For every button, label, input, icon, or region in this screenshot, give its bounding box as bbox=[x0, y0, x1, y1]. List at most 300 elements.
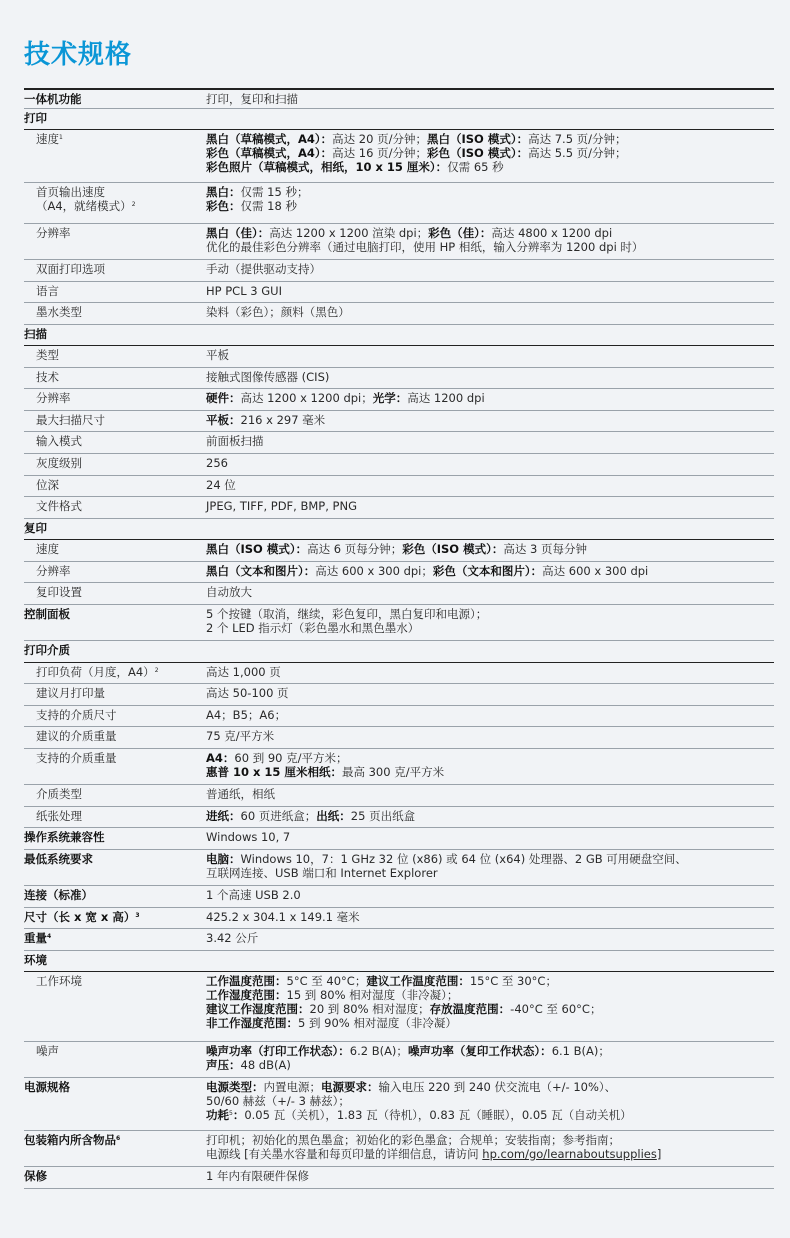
spec-row bbox=[24, 183, 774, 224]
spec-value-text: 建议工作温度范围： bbox=[366, 974, 470, 988]
spec-label-text: 纸张处理 bbox=[36, 809, 82, 823]
spec-value bbox=[206, 224, 774, 254]
spec-value-text: 高达 3 页每分钟 bbox=[503, 542, 587, 556]
spec-table bbox=[24, 88, 774, 1189]
spec-row bbox=[24, 929, 774, 951]
spec-value-line bbox=[206, 1133, 774, 1147]
spec-value-line bbox=[206, 974, 774, 988]
spec-value bbox=[206, 1042, 774, 1072]
spec-value-line bbox=[206, 1169, 774, 1183]
spec-label bbox=[24, 749, 206, 765]
spec-label bbox=[24, 828, 206, 844]
spec-label bbox=[24, 454, 206, 470]
spec-value-text: 75 克/平方米 bbox=[206, 729, 275, 743]
spec-label-text: 类型 bbox=[36, 348, 59, 362]
spec-row bbox=[24, 749, 774, 785]
spec-value-text: A4： bbox=[206, 751, 235, 765]
footnote-marker: 6 bbox=[116, 1135, 121, 1142]
spec-label-text: 包装箱内所含物品 bbox=[24, 1133, 116, 1147]
spec-value-text: 彩色（ISO 模式）： bbox=[426, 146, 529, 160]
spec-value-line bbox=[206, 92, 774, 106]
spec-label bbox=[24, 540, 206, 556]
spec-label-text: 技术 bbox=[36, 370, 59, 384]
spec-value bbox=[206, 886, 774, 902]
section-header bbox=[24, 109, 774, 130]
spec-row bbox=[24, 1131, 774, 1167]
spec-value-text: 电源类型： bbox=[206, 1080, 264, 1094]
spec-value bbox=[206, 972, 774, 1030]
spec-label-text: 打印介质 bbox=[24, 643, 70, 657]
spec-value-text: 平板 bbox=[206, 348, 229, 362]
spec-value-text: 60 到 90 克/平方米； bbox=[234, 751, 348, 765]
spec-label bbox=[24, 929, 206, 945]
spec-value-text: 15°C 至 30°C； bbox=[469, 974, 557, 988]
spec-row bbox=[24, 389, 774, 411]
footnote-marker: 2 bbox=[131, 201, 136, 208]
spec-value-text: 仅需 15 秒； bbox=[240, 185, 309, 199]
spec-label-text: 环境 bbox=[24, 953, 47, 967]
spec-row bbox=[24, 807, 774, 828]
spec-value-text: 彩色： bbox=[206, 199, 241, 213]
spec-value-text: 染料（彩色）；颜料（黑色） bbox=[206, 305, 350, 319]
spec-value-text: 接触式图像传感器 (CIS) bbox=[206, 370, 330, 384]
spec-label bbox=[24, 368, 206, 384]
spec-label-text: 复印设置 bbox=[36, 585, 82, 599]
spec-label-text: 双面打印选项 bbox=[36, 262, 105, 276]
spec-value bbox=[206, 850, 774, 880]
spec-value bbox=[206, 282, 774, 298]
spec-value-line bbox=[206, 370, 774, 384]
spec-value bbox=[206, 432, 774, 448]
spec-value-text: 60 页进纸盒； bbox=[240, 809, 317, 823]
spec-value-text: 噪声功率（打印工作状态）： bbox=[206, 1044, 350, 1058]
spec-value-text: 1 年内有限硬件保修 bbox=[206, 1169, 309, 1183]
spec-row bbox=[24, 497, 774, 519]
spec-value-text: 高达 600 x 300 dpi bbox=[542, 564, 649, 578]
spec-label-text: 灰度级别 bbox=[36, 456, 82, 470]
spec-value bbox=[206, 109, 774, 111]
spec-value-text: 1 个高速 USB 2.0 bbox=[206, 888, 301, 902]
spec-label bbox=[24, 432, 206, 448]
spec-value-text: 互联网连接、USB 端口和 Internet Explorer bbox=[206, 866, 438, 880]
spec-value bbox=[206, 583, 774, 599]
spec-value-text: 工作湿度范围： bbox=[206, 988, 287, 1002]
spec-label-text: 扫描 bbox=[24, 327, 47, 341]
spec-label bbox=[24, 1167, 206, 1183]
spec-label bbox=[24, 562, 206, 578]
spec-label bbox=[24, 1078, 206, 1094]
spec-value bbox=[206, 1078, 774, 1122]
spec-value-text: 高达 7.5 页/分钟； bbox=[528, 132, 627, 146]
spec-label bbox=[24, 476, 206, 492]
spec-row bbox=[24, 224, 774, 260]
spec-label bbox=[24, 605, 206, 621]
spec-value-text: 手动（提供驱动支持） bbox=[206, 262, 321, 276]
spec-value bbox=[206, 951, 774, 953]
spec-value-line bbox=[206, 1080, 774, 1094]
spec-value-text: 216 x 297 毫米 bbox=[240, 413, 326, 427]
footnote-marker: 5 bbox=[229, 1110, 233, 1117]
spec-value-text: 高达 6 页每分钟； bbox=[307, 542, 403, 556]
spec-value-line bbox=[206, 1016, 774, 1030]
spec-value-line bbox=[206, 729, 774, 743]
spec-value-text: 前面板扫描 bbox=[206, 434, 264, 448]
spec-value-text: 24 位 bbox=[206, 478, 236, 492]
spec-row bbox=[24, 282, 774, 303]
spec-value-text: 平板： bbox=[206, 413, 241, 427]
spec-value-text: 彩色（ISO 模式）： bbox=[402, 542, 504, 556]
spec-value-text: 噪声功率（复印工作状态）： bbox=[407, 1044, 552, 1058]
spec-row bbox=[24, 476, 774, 497]
spec-label-text: 打印 bbox=[24, 111, 47, 125]
spec-value-text: 高达 1,000 页 bbox=[206, 665, 281, 679]
footnote-marker: 3 bbox=[135, 912, 140, 919]
spec-label-text: 控制面板 bbox=[24, 607, 70, 621]
spec-value-line bbox=[206, 226, 774, 240]
spec-value-text: 高达 5.5 页/分钟； bbox=[528, 146, 627, 160]
spec-label-text: 分辨率 bbox=[36, 391, 71, 405]
spec-value-text: 15 到 80% 相对湿度（非冷凝）； bbox=[286, 988, 459, 1002]
spec-label-text: 操作系统兼容性 bbox=[24, 830, 105, 844]
spec-value bbox=[206, 1131, 774, 1161]
spec-value bbox=[206, 727, 774, 743]
spec-value-line bbox=[206, 751, 774, 765]
spec-label bbox=[24, 389, 206, 405]
spec-value bbox=[206, 411, 774, 427]
spec-value-line bbox=[206, 1044, 774, 1058]
spec-value-line bbox=[206, 413, 774, 427]
spec-label-text: 首页输出速度 bbox=[36, 185, 105, 199]
spec-value-text: A4；B5；A6； bbox=[206, 708, 287, 722]
spec-value-text: 48 dB(A) bbox=[240, 1058, 291, 1072]
footnote-marker: 1 bbox=[59, 134, 63, 141]
spec-label bbox=[24, 850, 206, 866]
spec-value bbox=[206, 130, 774, 174]
spec-value-text: 电源线 [有关墨水容量和每页印量的详细信息，请访问 bbox=[206, 1147, 483, 1161]
spec-value bbox=[206, 749, 774, 779]
spec-value-line bbox=[206, 434, 774, 448]
spec-value bbox=[206, 684, 774, 700]
spec-value-text: Windows 10, 7 bbox=[206, 830, 291, 844]
spec-label bbox=[24, 411, 206, 427]
spec-value-line bbox=[206, 199, 774, 213]
spec-row bbox=[24, 1078, 774, 1131]
spec-label-text: 尺寸（长 x 宽 x 高） bbox=[24, 910, 136, 924]
spec-label bbox=[24, 706, 206, 722]
spec-label-text: 分辨率 bbox=[36, 564, 71, 578]
spec-value bbox=[206, 260, 774, 276]
spec-label-text: 位深 bbox=[36, 478, 59, 492]
spec-row bbox=[24, 663, 774, 684]
spec-value-text: 黑白（草稿模式，A4）： bbox=[206, 132, 333, 146]
spec-label-text: 一体机功能 bbox=[24, 92, 82, 106]
spec-label-text: 速度 bbox=[36, 132, 59, 146]
spec-value-line bbox=[206, 866, 774, 880]
spec-value bbox=[206, 641, 774, 643]
spec-value-text: 高达 1200 x 1200 渲染 dpi； bbox=[269, 226, 429, 240]
spec-value-line bbox=[206, 787, 774, 801]
spec-label bbox=[24, 727, 206, 743]
spec-value-line bbox=[206, 284, 774, 298]
spec-value-text: 彩色照片（草稿模式，相纸，10 x 15 厘米）： bbox=[206, 160, 448, 174]
spec-label bbox=[24, 303, 206, 319]
spec-value-text: 25 页出纸盒 bbox=[350, 809, 416, 823]
spec-value-text: 20 到 80% 相对湿度； bbox=[309, 1002, 430, 1016]
spec-value bbox=[206, 519, 774, 521]
spec-value-text: 2 个 LED 指示灯（彩色墨水和黑色墨水） bbox=[206, 621, 420, 635]
section-header bbox=[24, 951, 774, 972]
spec-label bbox=[24, 90, 206, 106]
spec-row bbox=[24, 260, 774, 282]
spec-value-text: Windows 10，7：1 GHz 32 位 (x86) 或 64 位 (x64) 处理器、2 GB 可用硬盘空间、 bbox=[240, 852, 687, 866]
spec-value bbox=[206, 562, 774, 578]
spec-value-line bbox=[206, 391, 774, 405]
footnote-marker: 2 bbox=[154, 667, 159, 674]
spec-value-text: 高达 16 页/分钟； bbox=[332, 146, 427, 160]
spec-value-text: JPEG, TIFF, PDF, BMP, PNG bbox=[206, 499, 357, 513]
spec-value-text: 打印机；初始化的黑色墨盒；初始化的彩色墨盒；合规单；安装指南；参考指南； bbox=[206, 1133, 620, 1147]
spec-row bbox=[24, 1042, 774, 1078]
spec-row bbox=[24, 828, 774, 850]
spec-label-text: 分辨率 bbox=[36, 226, 71, 240]
spec-row bbox=[24, 785, 774, 807]
spec-row bbox=[24, 706, 774, 727]
spec-value-text: 仅需 18 秒 bbox=[240, 199, 297, 213]
spec-value-text: 高达 600 x 300 dpi； bbox=[315, 564, 433, 578]
spec-value-text: 彩色（文本和图片）： bbox=[432, 564, 543, 578]
spec-value-line bbox=[206, 665, 774, 679]
spec-label bbox=[24, 183, 206, 213]
spec-value-line bbox=[206, 499, 774, 513]
spec-value bbox=[206, 325, 774, 327]
spec-row bbox=[24, 88, 774, 109]
spec-row bbox=[24, 886, 774, 908]
spec-value-text: 高达 1200 dpi bbox=[407, 391, 485, 405]
spec-row bbox=[24, 303, 774, 325]
spec-label bbox=[24, 583, 206, 599]
spec-label-text: 建议月打印量 bbox=[36, 686, 105, 700]
spec-row bbox=[24, 346, 774, 368]
spec-value bbox=[206, 476, 774, 492]
spec-label-text: 复印 bbox=[24, 521, 47, 535]
spec-value-text: 6.2 B(A)； bbox=[349, 1044, 408, 1058]
spec-value-line bbox=[206, 607, 774, 621]
spec-row bbox=[24, 908, 774, 929]
spec-value-line bbox=[206, 348, 774, 362]
spec-label-text: 介质类型 bbox=[36, 787, 82, 801]
spec-label-text: 保修 bbox=[24, 1169, 47, 1183]
spec-value-line bbox=[206, 621, 774, 635]
spec-value-text: 5 个按键（取消，继续，彩色复印，黑白复印和电源）； bbox=[206, 607, 488, 621]
spec-value-text: 高达 50-100 页 bbox=[206, 686, 289, 700]
spec-value-text: 工作温度范围： bbox=[206, 974, 287, 988]
spec-row bbox=[24, 727, 774, 749]
spec-value-text: 电脑： bbox=[206, 852, 241, 866]
spec-value-text: 非工作湿度范围： bbox=[206, 1016, 298, 1030]
spec-value-text: 电源要求： bbox=[321, 1080, 379, 1094]
spec-row bbox=[24, 684, 774, 706]
spec-value bbox=[206, 807, 774, 823]
spec-value bbox=[206, 183, 774, 213]
spec-label-text: 速度 bbox=[36, 542, 59, 556]
spec-value bbox=[206, 785, 774, 801]
spec-value-line bbox=[206, 888, 774, 902]
spec-row bbox=[24, 972, 774, 1042]
spec-value-text: 硬件： bbox=[206, 391, 241, 405]
spec-value-line bbox=[206, 1108, 774, 1122]
spec-label bbox=[24, 972, 206, 988]
spec-value-text: 50/60 赫兹（+/- 3 赫兹）； bbox=[206, 1094, 350, 1108]
spec-value-line bbox=[206, 1058, 774, 1072]
spec-value-line bbox=[206, 564, 774, 578]
spec-value-line bbox=[206, 765, 774, 779]
spec-row bbox=[24, 411, 774, 432]
spec-value-text: 存放温度范围： bbox=[429, 1002, 511, 1016]
spec-value-line bbox=[206, 809, 774, 823]
spec-value-line bbox=[206, 542, 774, 556]
spec-value-text: 黑白（ISO 模式）： bbox=[206, 542, 308, 556]
spec-label-text: 打印负荷（月度，A4） bbox=[36, 665, 155, 679]
spec-value bbox=[206, 368, 774, 384]
spec-value-line bbox=[206, 830, 774, 844]
spec-label-text: 连接（标准） bbox=[24, 888, 93, 902]
spec-row bbox=[24, 432, 774, 454]
spec-value-text: ： bbox=[232, 1108, 245, 1122]
spec-row bbox=[24, 368, 774, 389]
spec-value-line bbox=[206, 160, 774, 174]
spec-label bbox=[24, 282, 206, 298]
spec-value-text: 高达 4800 x 1200 dpi bbox=[491, 226, 613, 240]
spec-value-text: 进纸： bbox=[206, 809, 241, 823]
spec-value-text: 功耗 bbox=[206, 1108, 229, 1122]
spec-label-text: 噪声 bbox=[36, 1044, 59, 1058]
spec-value-text: HP PCL 3 GUI bbox=[206, 284, 282, 298]
spec-value-text: 6.1 B(A)； bbox=[551, 1044, 610, 1058]
spec-value-text: 彩色（佳）： bbox=[428, 226, 492, 240]
spec-value-line bbox=[206, 585, 774, 599]
spec-value-text: 输入电压 220 到 240 伏交流电（+/- 10%）、 bbox=[378, 1080, 617, 1094]
spec-label bbox=[24, 663, 206, 679]
spec-value bbox=[206, 303, 774, 319]
spec-value-line bbox=[206, 132, 774, 146]
spec-value-text: 黑白（佳）： bbox=[206, 226, 270, 240]
spec-value bbox=[206, 908, 774, 924]
spec-value bbox=[206, 540, 774, 556]
spec-label-text: 最大扫描尺寸 bbox=[36, 413, 105, 427]
spec-value-line bbox=[206, 686, 774, 700]
spec-label bbox=[24, 109, 206, 125]
spec-label-text: 输入模式 bbox=[36, 434, 82, 448]
section-header bbox=[24, 641, 774, 663]
supplies-link[interactable]: hp.com/go/learnaboutsupplies bbox=[482, 1147, 657, 1161]
spec-value bbox=[206, 346, 774, 362]
spec-row bbox=[24, 583, 774, 605]
spec-label bbox=[24, 785, 206, 801]
spec-value bbox=[206, 828, 774, 844]
spec-label-text: 支持的介质尺寸 bbox=[36, 708, 117, 722]
footnote-marker: 4 bbox=[47, 933, 52, 940]
spec-value-text: 出纸： bbox=[316, 809, 351, 823]
spec-row bbox=[24, 1167, 774, 1189]
spec-value-text: 自动放大 bbox=[206, 585, 252, 599]
spec-label bbox=[24, 886, 206, 902]
spec-value-text: -40°C 至 60°C； bbox=[510, 1002, 602, 1016]
spec-value-line bbox=[206, 456, 774, 470]
spec-label bbox=[24, 807, 206, 823]
spec-label bbox=[24, 130, 206, 146]
spec-value-line bbox=[206, 240, 774, 254]
spec-label-text: （A4，就绪模式） bbox=[36, 199, 132, 213]
spec-value-text: 打印，复印和扫描 bbox=[206, 92, 298, 106]
spec-value-line bbox=[206, 931, 774, 945]
spec-label-text: 最低系统要求 bbox=[24, 852, 93, 866]
spec-row bbox=[24, 850, 774, 886]
spec-label bbox=[24, 497, 206, 513]
spec-label bbox=[24, 1131, 206, 1147]
spec-value bbox=[206, 1167, 774, 1183]
spec-value-text: 5 到 90% 相对湿度（非冷凝） bbox=[298, 1016, 457, 1030]
spec-value-text: 普通纸，相纸 bbox=[206, 787, 275, 801]
spec-value-text: 黑白（文本和图片）： bbox=[206, 564, 316, 578]
page-title: 技术规格 bbox=[24, 40, 133, 70]
spec-value-text: 惠普 10 x 15 厘米相纸： bbox=[206, 765, 342, 779]
spec-value-text: 0.05 瓦（关机），1.83 瓦（待机），0.83 瓦（睡眠），0.05 瓦（自动关机） bbox=[244, 1108, 632, 1122]
spec-label-text: 工作环境 bbox=[36, 974, 82, 988]
spec-label-text: 建议的介质重量 bbox=[36, 729, 117, 743]
spec-value-line bbox=[206, 146, 774, 160]
spec-value-line bbox=[206, 262, 774, 276]
spec-value-text: 3.42 公斤 bbox=[206, 931, 259, 945]
spec-label bbox=[24, 641, 206, 657]
spec-label bbox=[24, 346, 206, 362]
spec-label-text: 重量 bbox=[24, 931, 47, 945]
spec-value-text: 黑白（ISO 模式）： bbox=[426, 132, 529, 146]
spec-value-line bbox=[206, 1147, 774, 1161]
spec-value-line bbox=[206, 478, 774, 492]
spec-value-text: 5°C 至 40°C； bbox=[286, 974, 367, 988]
spec-value-line bbox=[206, 852, 774, 866]
spec-label bbox=[24, 684, 206, 700]
spec-value-text: 425.2 x 304.1 x 149.1 毫米 bbox=[206, 910, 360, 924]
spec-label bbox=[24, 224, 206, 240]
spec-value bbox=[206, 454, 774, 470]
spec-value-line bbox=[206, 305, 774, 319]
spec-label bbox=[24, 260, 206, 276]
spec-value-text: 高达 20 页/分钟； bbox=[332, 132, 427, 146]
spec-value-text: 黑白： bbox=[206, 185, 241, 199]
spec-value-text: 优化的最佳彩色分辨率（通过电脑打印，使用 HP 相纸，输入分辨率为 1200 dpi 时） bbox=[206, 240, 644, 254]
spec-value bbox=[206, 389, 774, 405]
spec-label bbox=[24, 519, 206, 535]
spec-row bbox=[24, 562, 774, 583]
spec-value-line bbox=[206, 910, 774, 924]
spec-value bbox=[206, 605, 774, 635]
spec-value-text: 彩色（草稿模式，A4）： bbox=[206, 146, 333, 160]
spec-value-text: 光学： bbox=[372, 391, 408, 405]
spec-row bbox=[24, 605, 774, 641]
spec-label-text: 支持的介质重量 bbox=[36, 751, 117, 765]
spec-value-line bbox=[206, 1002, 774, 1016]
spec-label bbox=[24, 325, 206, 341]
spec-value-line bbox=[206, 1094, 774, 1108]
spec-value-line bbox=[206, 988, 774, 1002]
spec-row bbox=[24, 540, 774, 562]
spec-value-text: 建议工作湿度范围： bbox=[206, 1002, 310, 1016]
spec-value bbox=[206, 90, 774, 106]
spec-label-text: 文件格式 bbox=[36, 499, 82, 513]
spec-row bbox=[24, 130, 774, 183]
section-header bbox=[24, 325, 774, 346]
